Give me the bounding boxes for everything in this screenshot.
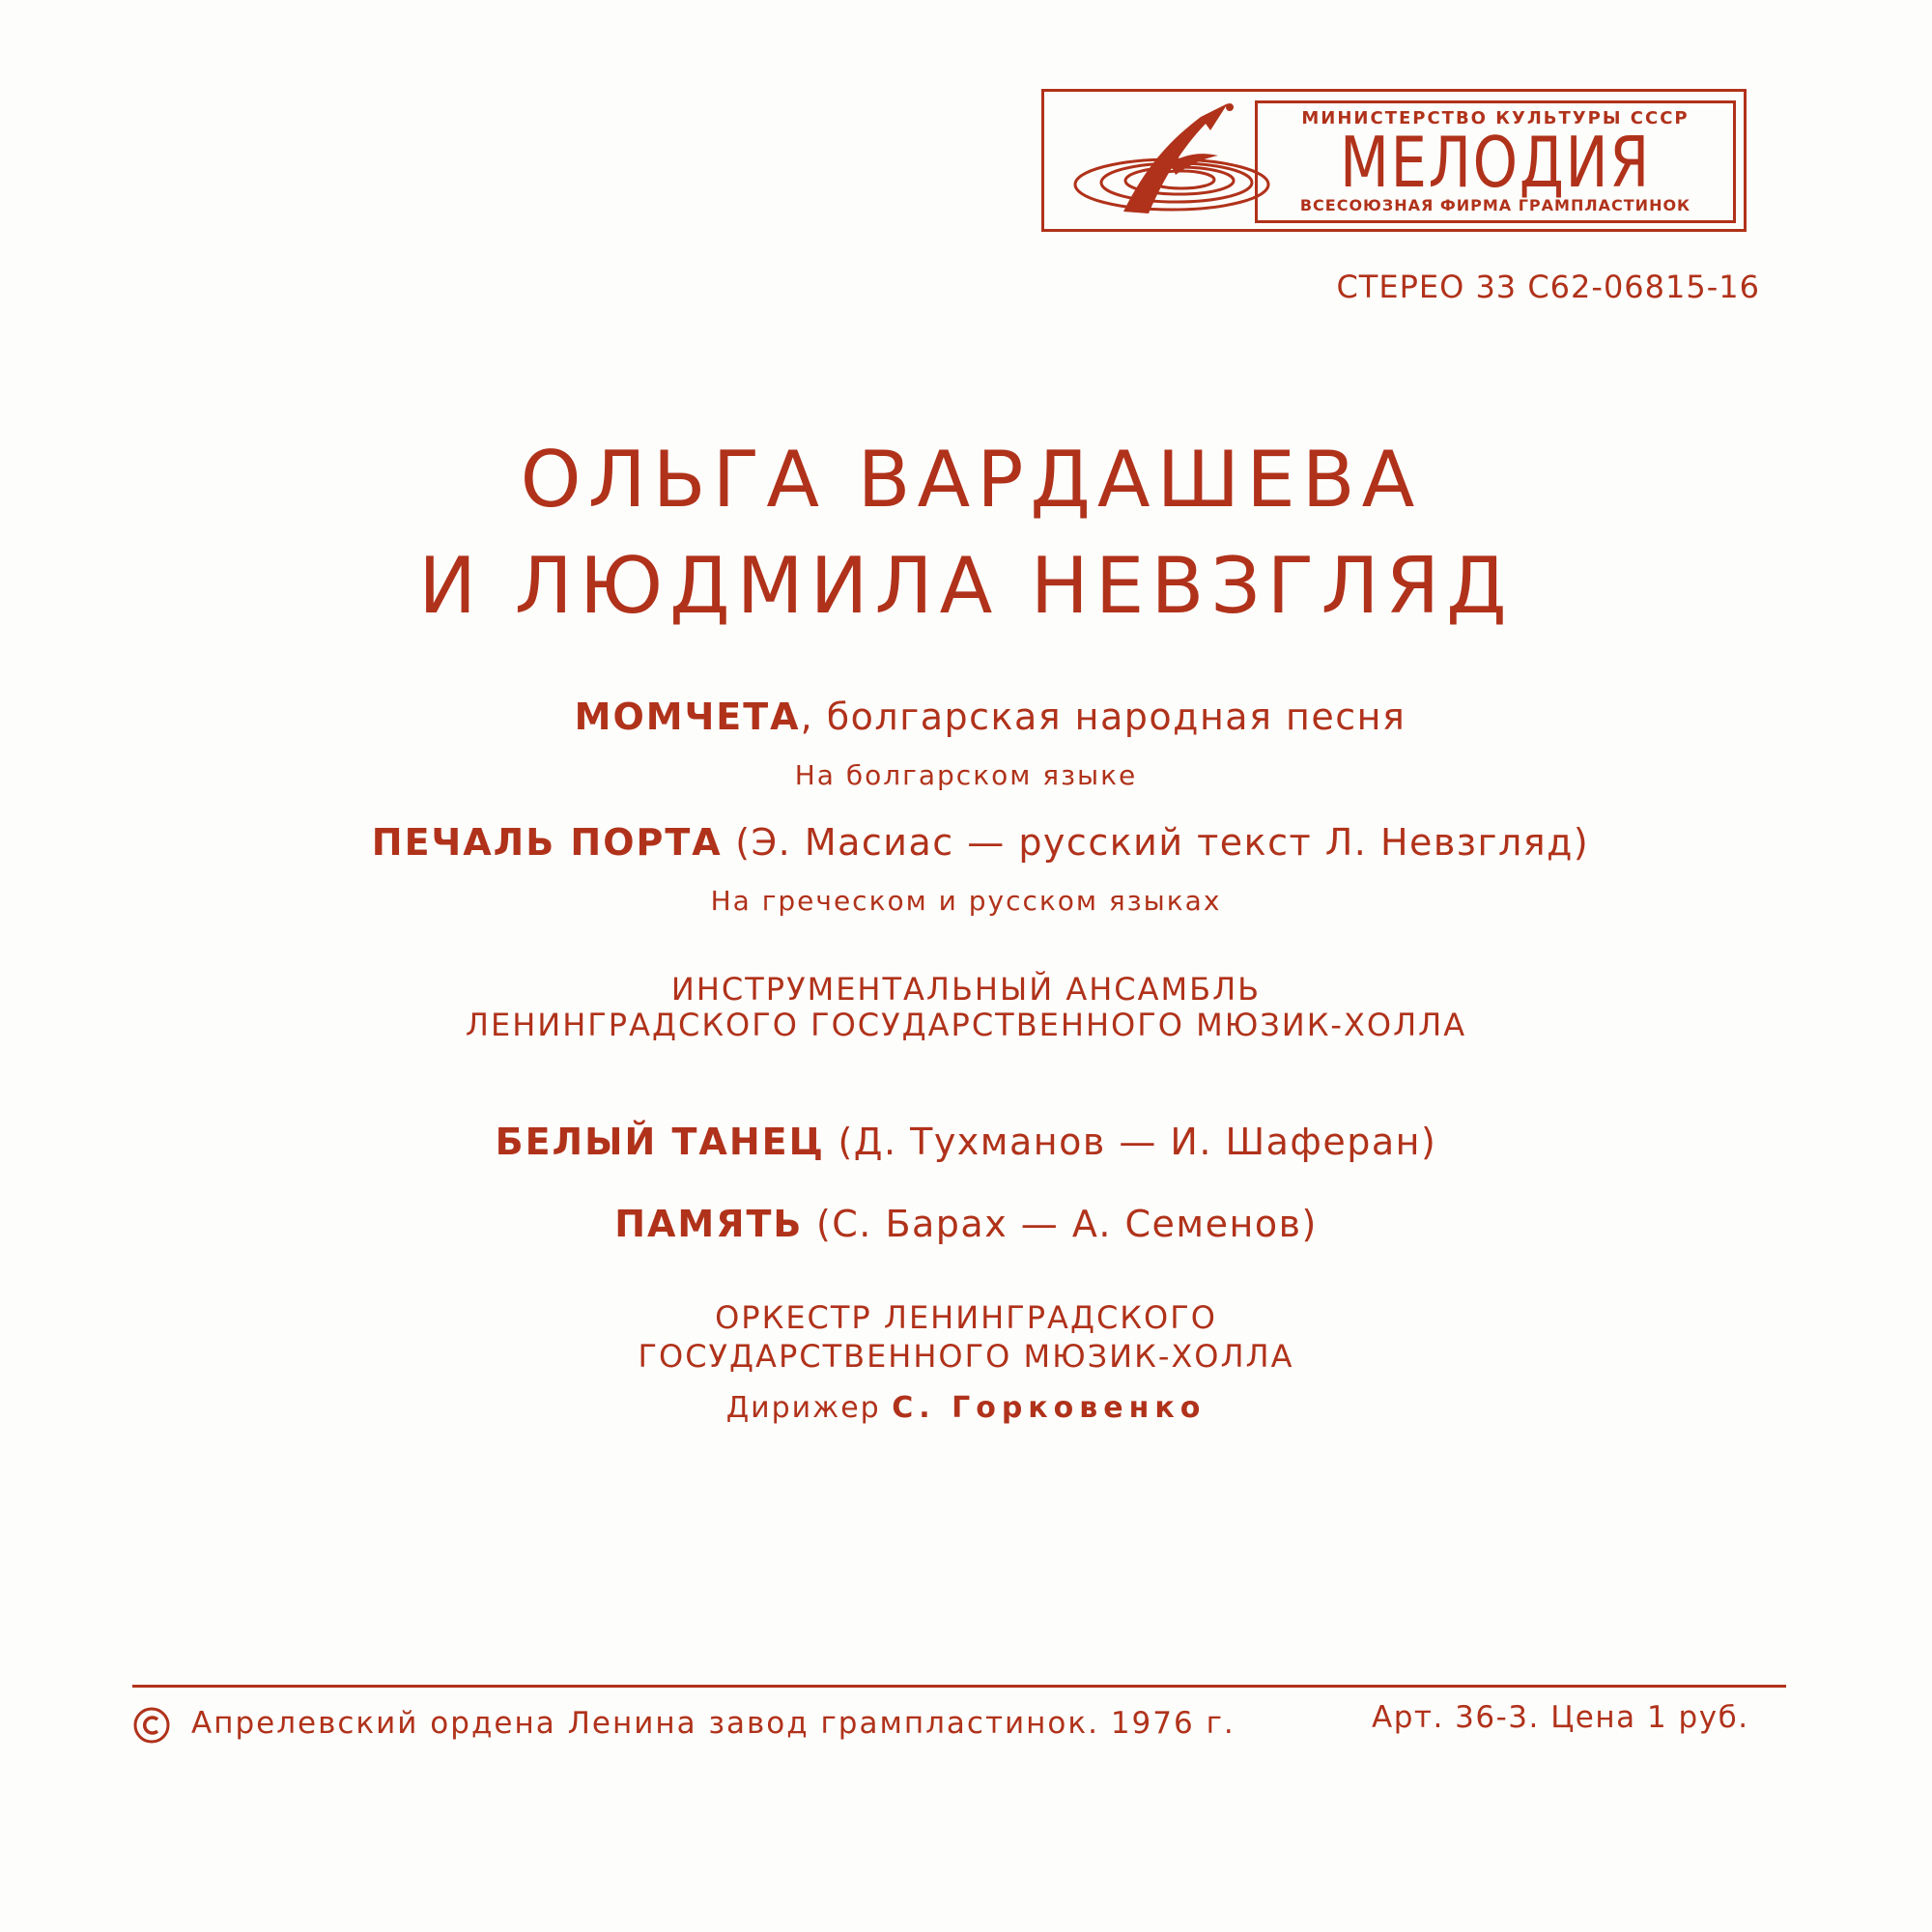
track-credit: , болгарская народная песня [800, 696, 1406, 738]
orchestra-line-2: ГОСУДАРСТВЕННОГО МЮЗИК-ХОЛЛА [638, 1338, 1294, 1375]
track-title: ПАМЯТЬ [614, 1203, 804, 1245]
ensemble-line-1: ИНСТРУМЕНТАЛЬНЫЙ АНСАМБЛЬ [670, 971, 1262, 1008]
catalog-number: СТЕРЕО 33 С62-06815-16 [1336, 269, 1760, 305]
track-2 [0, 821, 1932, 864]
track-2-note: На греческом и русском языках [710, 885, 1222, 917]
track-credit: (Э. Масиас — русский текст Л. Невзгляд) [722, 821, 1590, 864]
track-credit: (Д. Тухманов — И. Шаферан) [824, 1121, 1437, 1163]
track-4 [0, 1203, 1932, 1245]
track-title: БЕЛЫЙ ТАНЕЦ [495, 1121, 825, 1163]
track-title: МОМЧЕТА [574, 696, 801, 738]
footer-divider [132, 1685, 1786, 1688]
conductor-label: Дирижер [725, 1391, 881, 1425]
ensemble-line-2: ЛЕНИНГРАДСКОГО ГОСУДАРСТВЕННОГО МЮЗИК-ХОЛЛА [465, 1007, 1467, 1043]
firm-label: ВСЕСОЮЗНАЯ ФИРМА ГРАМПЛАСТИНОК [1299, 196, 1691, 214]
copyright-icon [132, 1706, 171, 1745]
melodiya-wordmark [1255, 100, 1736, 223]
track-credit: (С. Барах — А. Семенов) [803, 1203, 1318, 1245]
track-title: ПЕЧАЛЬ ПОРТА [371, 821, 723, 864]
conductor [0, 1391, 1932, 1425]
melodiya-logo [1041, 89, 1747, 232]
track-3 [0, 1121, 1932, 1163]
track-1-note: На болгарском языке [794, 759, 1138, 791]
label-name: МЕЛОДИЯ [1340, 122, 1651, 203]
artist-title-line-1: ОЛЬГА ВАРДАШЕВА [520, 435, 1422, 525]
ministry-label: МИНИСТЕРСТВО КУЛЬТУРЫ СССР [1301, 108, 1690, 128]
artist-title-line-2: И ЛЮДМИЛА НЕВЗГЛЯД [418, 541, 1514, 631]
orchestra-line-1: ОРКЕСТР ЛЕНИНГРАДСКОГО [715, 1299, 1217, 1336]
conductor-name: С. Горковенко [892, 1391, 1207, 1425]
price-line: Арт. 36-3. Цена 1 руб. [1372, 1700, 1749, 1735]
manufacturer-line: Апрелевский ордена Ленина завод грампластинок. 1976 г. [191, 1706, 1236, 1741]
track-1 [0, 696, 1932, 738]
